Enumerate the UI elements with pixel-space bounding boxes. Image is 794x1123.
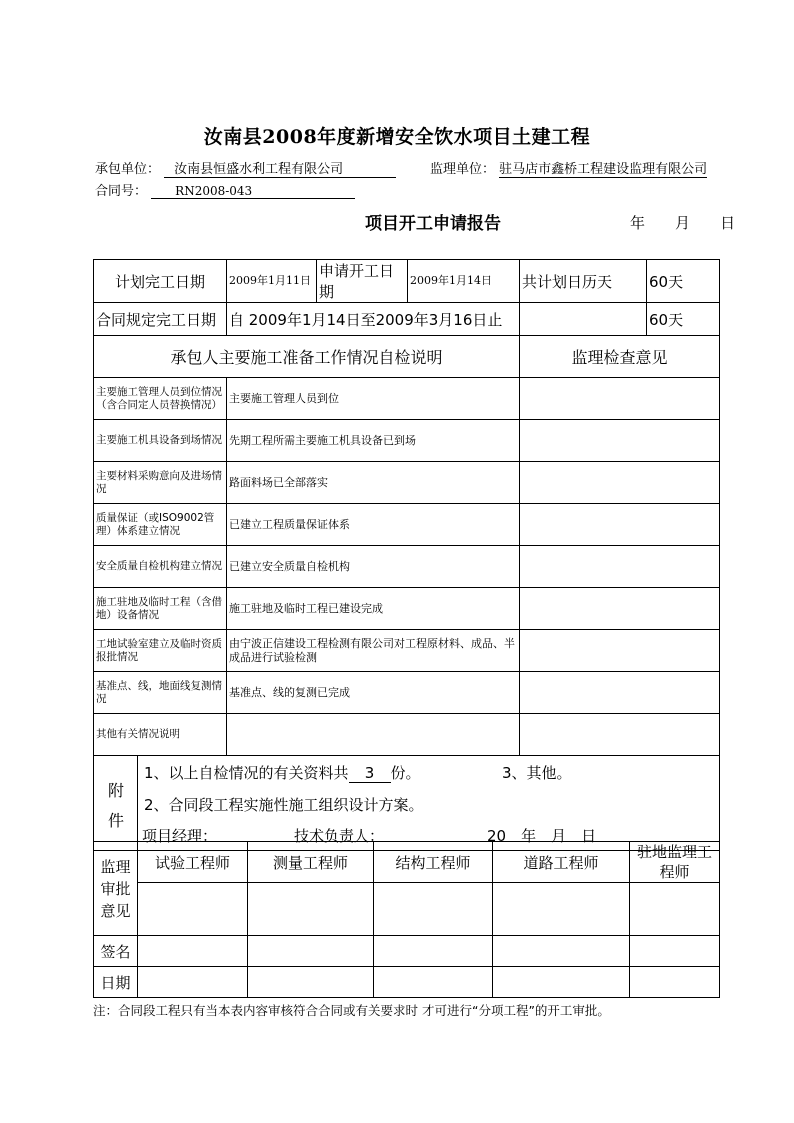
- item-label: 工地试验室建立及临时资质报批情况: [94, 630, 227, 672]
- month-label: 月: [675, 214, 691, 232]
- total-days-label: 共计划日历天: [520, 260, 647, 303]
- item-supervision: [520, 588, 720, 630]
- apply-start-value: 2009年1月14日: [408, 260, 520, 303]
- date-cell: [248, 967, 374, 998]
- item-supervision: [520, 504, 720, 546]
- project-manager-label: 项目经理：: [142, 827, 218, 845]
- contract-no-value: RN2008-043: [151, 184, 355, 199]
- role-testing-engineer: 试验工程师: [138, 842, 248, 883]
- item-label: 质量保证（或ISO9002管理）体系建立情况: [94, 504, 227, 546]
- attachment-line2: 2、合同段工程实施性施工组织设计方案。: [144, 796, 424, 814]
- contract-finish-value: 自 2009年1月14日至2009年3月16日止: [227, 303, 520, 336]
- supervision-header: 监理检查意见: [520, 336, 720, 378]
- tech-lead-label: 技术负责人：: [294, 827, 385, 845]
- opinion-cell: [493, 883, 630, 936]
- item-value: [227, 714, 520, 756]
- report-date: [630, 212, 735, 233]
- attachment-line1-suffix: 份。: [390, 764, 421, 782]
- year-label: 年: [630, 214, 646, 232]
- contractor-label: 承包单位：: [95, 162, 161, 177]
- supervisor-value: 驻马店市鑫桥工程建设监理有限公司: [499, 158, 707, 178]
- role-structural-engineer: 结构工程师: [374, 842, 493, 883]
- attachment-line1-prefix: 1、以上自检情况的有关资料共: [144, 764, 349, 782]
- item-label: 主要施工管理人员到位情况（含合同定人员替换情况）: [94, 378, 227, 420]
- date-cell: [374, 967, 493, 998]
- day-label: 日: [720, 214, 736, 232]
- attachment-cell: [94, 756, 720, 851]
- planned-finish-label: 计划完工日期: [94, 260, 227, 303]
- item-value: 已建立安全质量自检机构: [227, 546, 520, 588]
- item-label: 施工驻地及临时工程（含借地）设备情况: [94, 588, 227, 630]
- item-supervision: [520, 672, 720, 714]
- opinion-cell: [630, 883, 720, 936]
- sign-cell: [248, 936, 374, 967]
- sign-label: 签名: [94, 936, 138, 967]
- report-subtitle: 项目开工申请报告: [365, 214, 501, 234]
- item-supervision: [520, 714, 720, 756]
- row2-empty: [520, 303, 647, 336]
- sign-cell: [138, 936, 248, 967]
- item-value: 路面料场已全部落实: [227, 462, 520, 504]
- item-label: 主要施工机具设备到场情况: [94, 420, 227, 462]
- attachment-date: 20 年 月 日: [487, 827, 597, 845]
- attachment-count: 3: [349, 764, 391, 783]
- date-cell: [630, 967, 720, 998]
- item-label: 基准点、线，地面线复测情况: [94, 672, 227, 714]
- role-survey-engineer: 测量工程师: [248, 842, 374, 883]
- contract-days-value: 60天: [647, 303, 720, 336]
- item-value: 主要施工管理人员到位: [227, 378, 520, 420]
- attachment-other: 3、其他。: [502, 764, 572, 782]
- document-title: 汝南县2008年度新增安全饮水项目土建工程: [203, 126, 591, 148]
- attachment-line1: [144, 762, 421, 783]
- item-supervision: [520, 378, 720, 420]
- apply-start-label: 申请开工日期: [317, 260, 408, 303]
- item-supervision: [520, 420, 720, 462]
- date-cell: [138, 967, 248, 998]
- item-supervision: [520, 462, 720, 504]
- role-road-engineer: 道路工程师: [493, 842, 630, 883]
- item-value: 由宁波正信建设工程检测有限公司对工程原材料、成品、半成品进行试验检测: [227, 630, 520, 672]
- opinion-cell: [138, 883, 248, 936]
- date-cell: [493, 967, 630, 998]
- contract-no-line: [95, 180, 355, 199]
- footnote: 注：合同段工程只有当本表内容审核符合合同或有关要求时 才可进行“分项工程”的开工审批。: [93, 1003, 610, 1018]
- supervisor-line: [430, 158, 707, 178]
- opinion-cell: [248, 883, 374, 936]
- sign-cell: [493, 936, 630, 967]
- contract-no-label: 合同号：: [95, 184, 148, 199]
- approval-table: [93, 841, 720, 998]
- item-supervision: [520, 630, 720, 672]
- item-supervision: [520, 546, 720, 588]
- item-label: 主要材料采购意向及进场情况: [94, 462, 227, 504]
- attachment-label-box: [94, 756, 138, 851]
- application-table: [93, 259, 720, 851]
- item-label: 其他有关情况说明: [94, 714, 227, 756]
- contract-finish-label: 合同规定完工日期: [94, 303, 227, 336]
- role-resident-supervisor: 驻地监理工程师: [630, 842, 720, 883]
- contractor-line: [95, 158, 396, 178]
- supervisor-label: 监理单位：: [430, 162, 496, 177]
- item-value: 基准点、线的复测已完成: [227, 672, 520, 714]
- sign-cell: [630, 936, 720, 967]
- contractor-value: 汝南县恒盛水利工程有限公司: [164, 158, 396, 178]
- sign-cell: [374, 936, 493, 967]
- date-label: 日期: [94, 967, 138, 998]
- item-value: 已建立工程质量保证体系: [227, 504, 520, 546]
- total-days-value: 60天: [647, 260, 720, 303]
- approval-label: 监理审批意见: [94, 842, 138, 936]
- attachment-label: 附件: [108, 781, 125, 830]
- opinion-cell: [374, 883, 493, 936]
- planned-finish-value: 2009年1月11日: [227, 260, 317, 303]
- item-label: 安全质量自检机构建立情况: [94, 546, 227, 588]
- self-check-header: 承包人主要施工准备工作情况自检说明: [94, 336, 520, 378]
- item-value: 先期工程所需主要施工机具设备已到场: [227, 420, 520, 462]
- item-value: 施工驻地及临时工程已建设完成: [227, 588, 520, 630]
